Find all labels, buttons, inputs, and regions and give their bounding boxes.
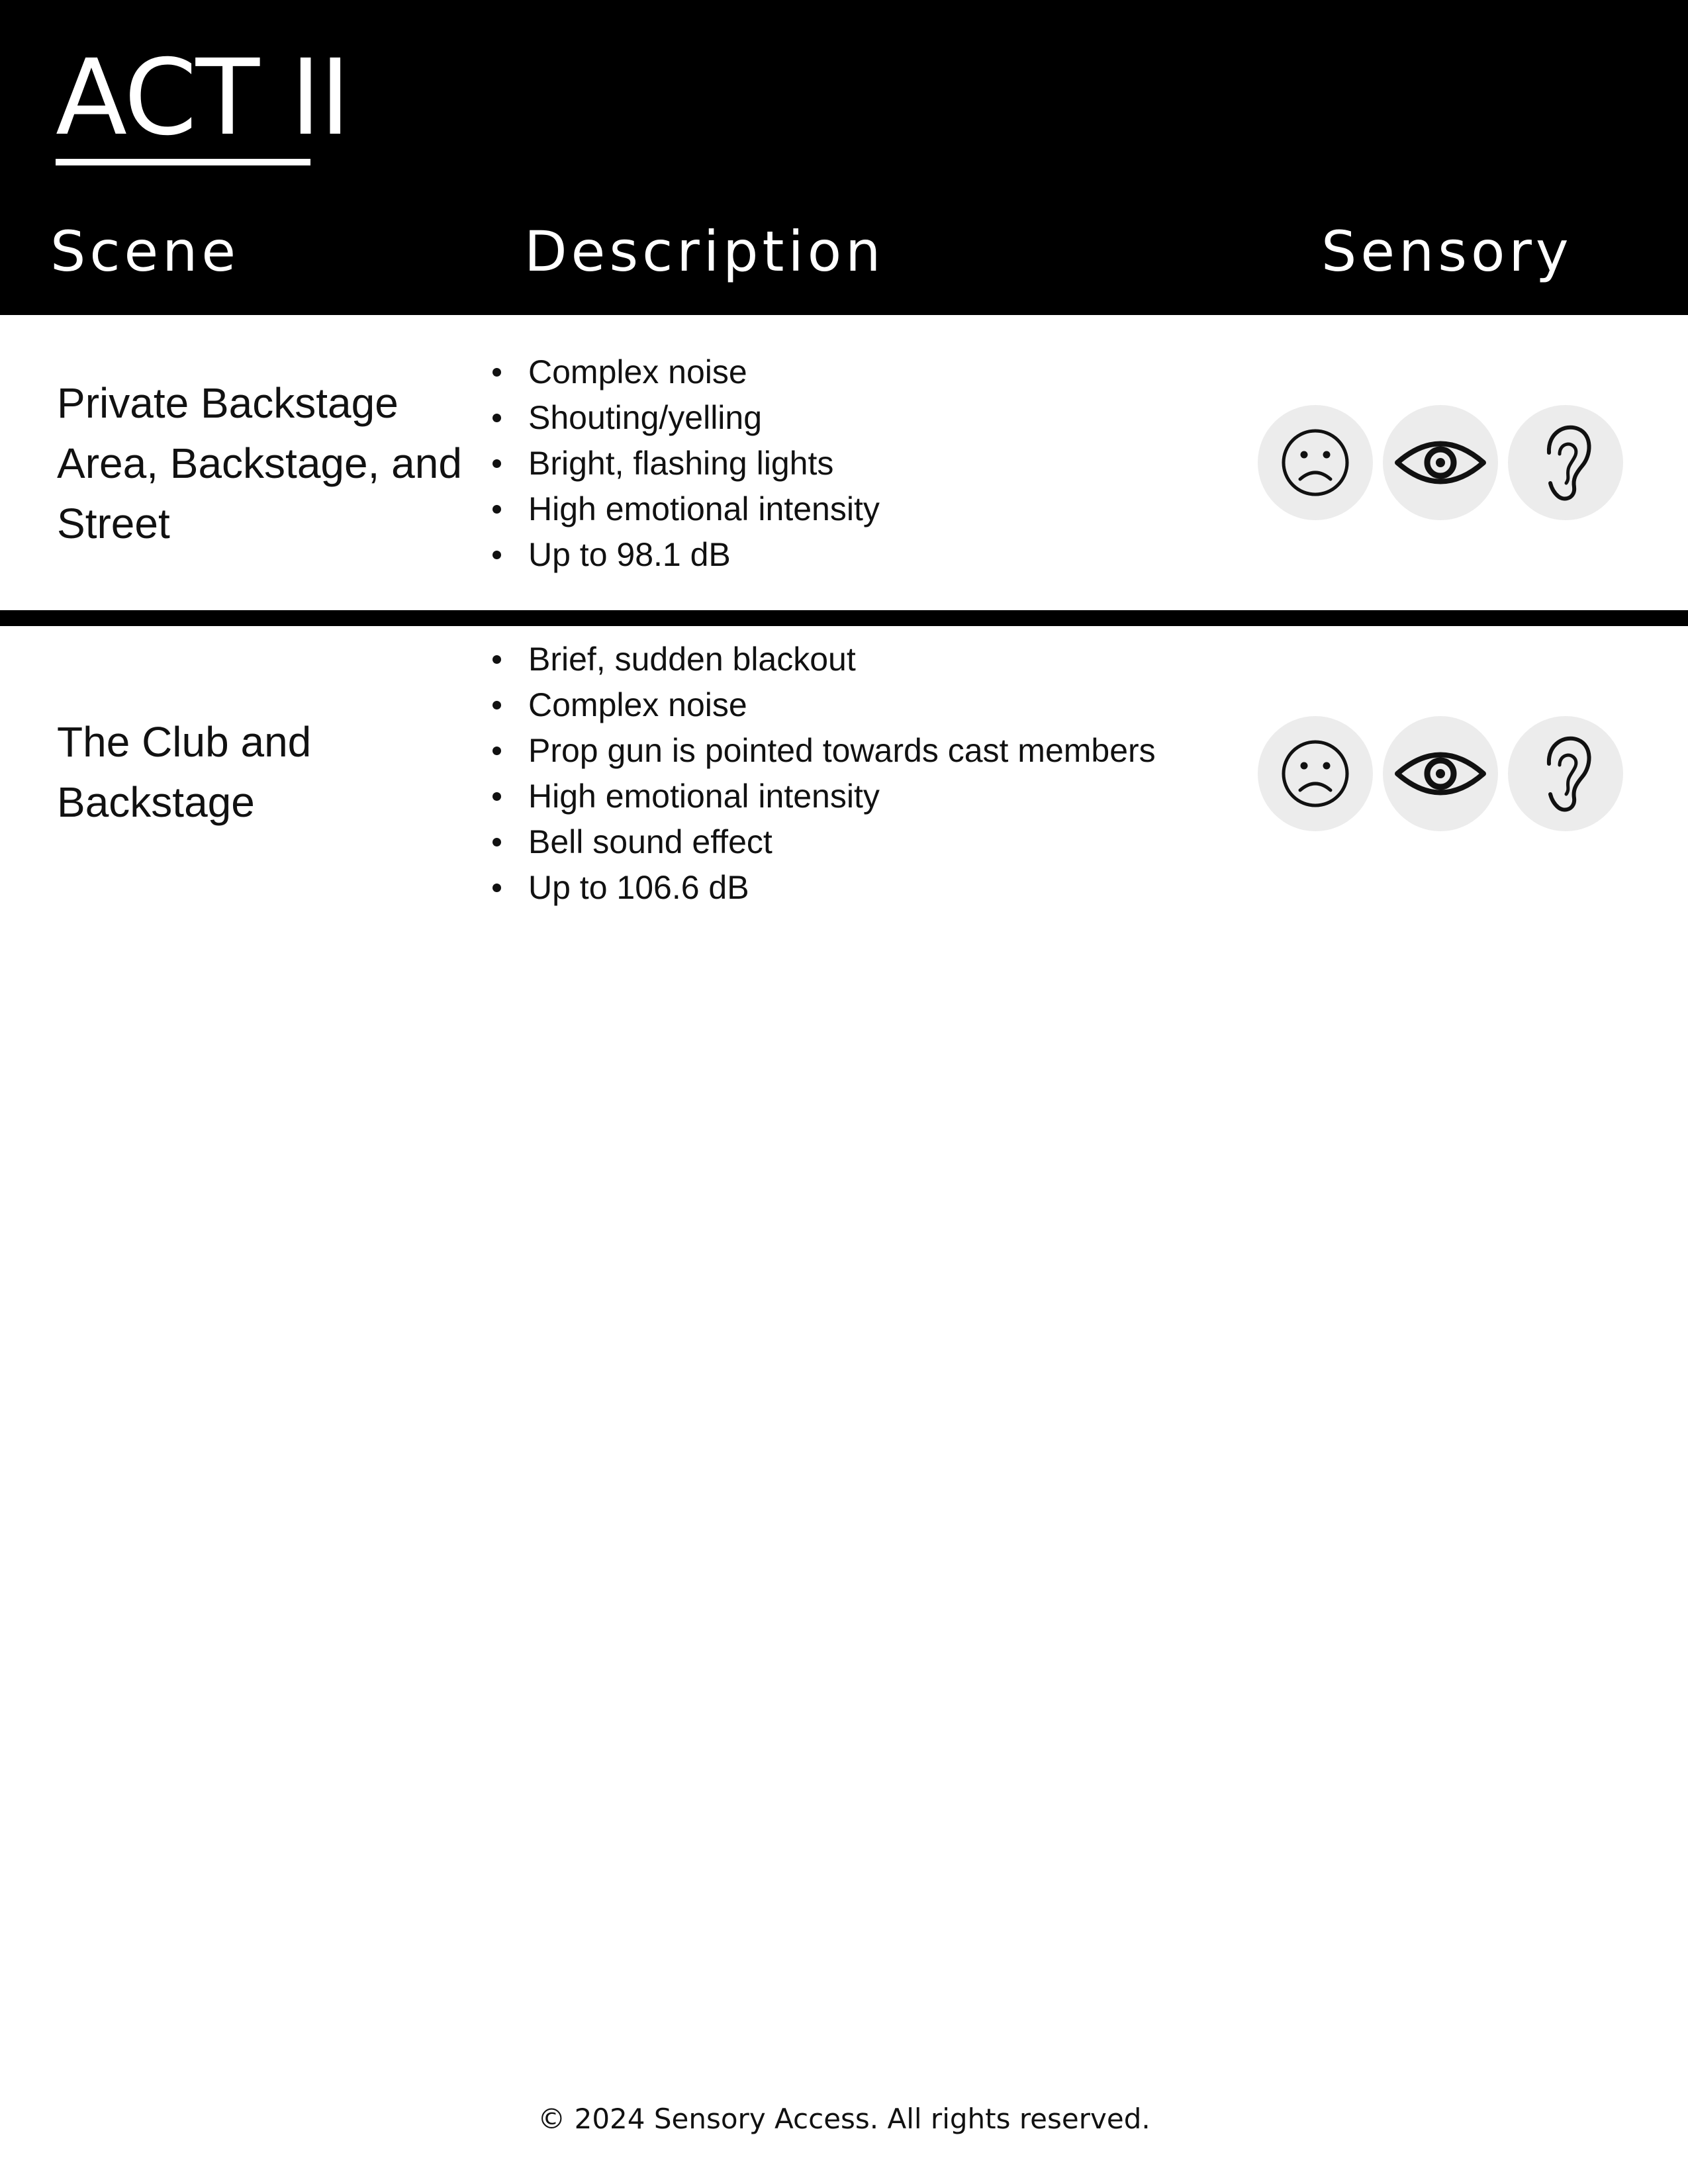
scene-row [0,315,1688,610]
description-item: Bell sound effect [490,819,1156,865]
eye-icon [1383,405,1498,520]
scene-name: The Club and Backstage [57,718,312,826]
act-title: ACT II [56,37,350,159]
description-item: Up to 98.1 dB [490,532,880,578]
footer-copyright: © 2024 Sensory Access. All rights reserved. [538,2103,1150,2135]
scene-name: Private Backstage Area, Backstage, and Street [57,379,462,547]
row-divider [0,610,1688,626]
description-item: Shouting/yelling [490,395,880,441]
description-list [490,349,880,578]
description-item: High emotional intensity [490,774,1156,819]
description-item: Bright, flashing lights [490,441,880,486]
ear-icon [1508,405,1623,520]
description-item: Complex noise [490,349,880,395]
description-list [490,637,1156,911]
header-band [0,0,1688,315]
column-header-sensory: Sensory [1321,219,1573,284]
scene-row [0,626,1688,931]
description-item: Prop gun is pointed towards cast members [490,728,1156,774]
sad-face-icon [1258,716,1373,831]
sensory-icons [1258,405,1623,522]
sensory-icons [1258,716,1623,833]
column-header-scene: Scene [50,219,240,284]
description-item: High emotional intensity [490,486,880,532]
description-item: Complex noise [490,682,1156,728]
description-item: Up to 106.6 dB [490,865,1156,911]
title-underline [56,159,310,165]
column-header-description: Description [524,219,885,284]
description-item: Brief, sudden blackout [490,637,1156,682]
eye-icon [1383,716,1498,831]
ear-icon [1508,716,1623,831]
sad-face-icon [1258,405,1373,520]
